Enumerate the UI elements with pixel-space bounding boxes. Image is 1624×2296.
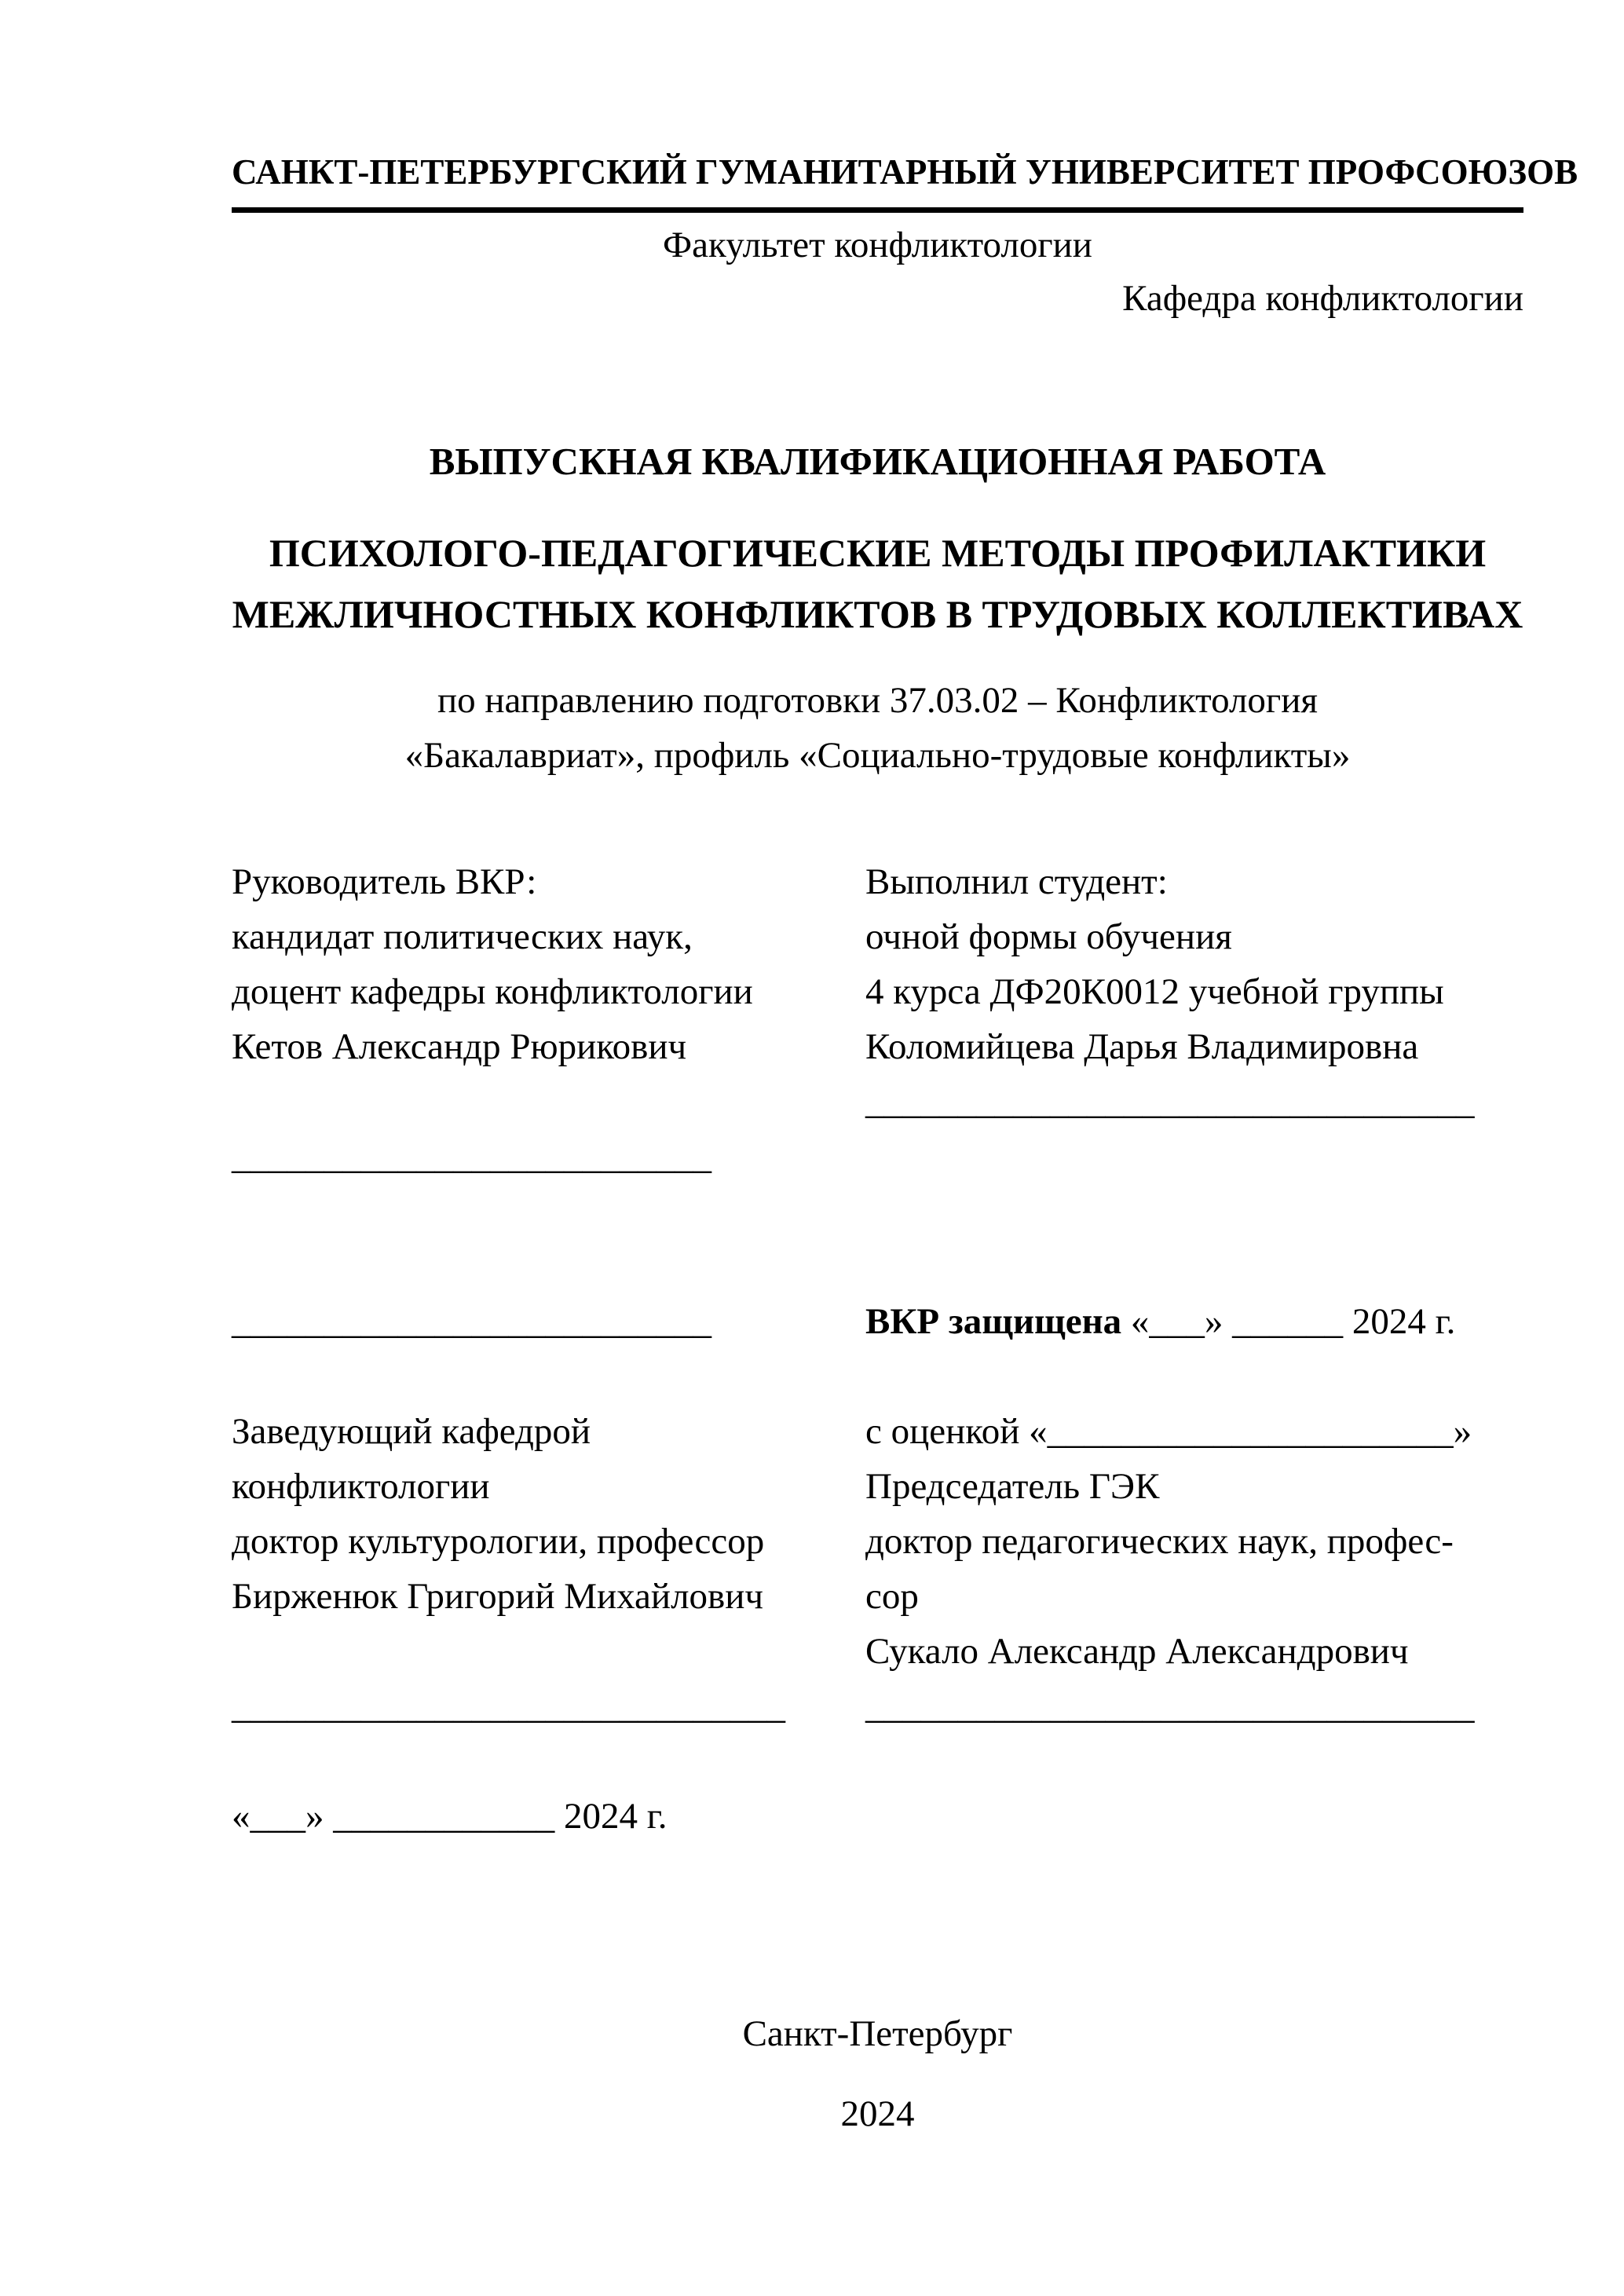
head-position-line1: Заведующий кафедрой xyxy=(232,1411,591,1452)
head-signature-line: ______________________________ xyxy=(232,1686,785,1727)
thesis-title-line2: МЕЖЛИЧНОСТНЫХ КОНФЛИКТОВ В ТРУДОВЫХ КОЛЛЕКТИВАХ xyxy=(232,592,1523,636)
program-subtitle xyxy=(232,673,1523,783)
program-line: по направлению подготовки 37.03.02 – Конфликтология xyxy=(437,680,1318,721)
chair-degree-line2: сор xyxy=(865,1576,919,1617)
grade-line: с оценкой «______________________» xyxy=(865,1411,1472,1452)
year-label: 2024 xyxy=(840,2093,915,2134)
second-signature-line: __________________________ xyxy=(232,1301,711,1342)
signature-block xyxy=(232,854,1523,1844)
head-degree: доктор культурологии, профессор xyxy=(232,1521,765,1562)
defense-date-blank: «___» ______ 2024 г. xyxy=(1121,1301,1456,1342)
supervisor-degree: кандидат политических наук, xyxy=(232,916,693,957)
supervisor-position: доцент кафедры конфликтологии xyxy=(232,971,753,1012)
university-name: САНКТ-ПЕТЕРБУРГСКИЙ ГУМАНИТАРНЫЙ УНИВЕРСИТЕТ ПРОФСОЮЗОВ xyxy=(232,149,1523,213)
chair-name: Сукало Александр Александрович xyxy=(865,1631,1409,1672)
supervisor-role: Руководитель ВКР: xyxy=(232,861,537,902)
chair-signature-line: _________________________________ xyxy=(865,1686,1475,1727)
department-name: Кафедра конфликтологии xyxy=(1122,278,1523,319)
student-signature-line: _________________________________ xyxy=(865,1081,1475,1122)
defense-label: ВКР защищена xyxy=(865,1301,1122,1342)
student-group: 4 курса ДФ20К0012 учебной группы xyxy=(865,971,1444,1012)
head-position-line2: конфликтологии xyxy=(232,1466,490,1507)
head-date-line: «___» ____________ 2024 г. xyxy=(232,1796,668,1837)
profile-line: «Бакалавриат», профиль «Социально-трудовые конфликты» xyxy=(404,735,1351,776)
chair-degree-line1: доктор педагогических наук, профес- xyxy=(865,1521,1454,1562)
thesis-title-line1: ПСИХОЛОГО-ПЕДАГОГИЧЕСКИЕ МЕТОДЫ ПРОФИЛАКТИКИ xyxy=(269,531,1487,575)
student-study-form: очной формы обучения xyxy=(865,916,1232,957)
thesis-title xyxy=(232,522,1523,645)
supervisor-name: Кетов Александр Рюрикович xyxy=(232,1026,687,1067)
student-name: Коломийцева Дарья Владимировна xyxy=(865,1026,1419,1067)
head-name: Бирженюк Григорий Михайлович xyxy=(232,1576,764,1617)
work-type-heading: ВЫПУСКНАЯ КВАЛИФИКАЦИОННАЯ РАБОТА xyxy=(429,440,1326,483)
student-role: Выполнил студент: xyxy=(865,861,1168,902)
city-label: Санкт-Петербург xyxy=(742,2013,1013,2054)
faculty-name: Факультет конфликтологии xyxy=(663,225,1092,265)
defense-date-line xyxy=(865,1294,1523,1349)
gek-chair-label: Председатель ГЭК xyxy=(865,1466,1160,1507)
supervisor-signature-line: __________________________ xyxy=(232,1136,711,1177)
